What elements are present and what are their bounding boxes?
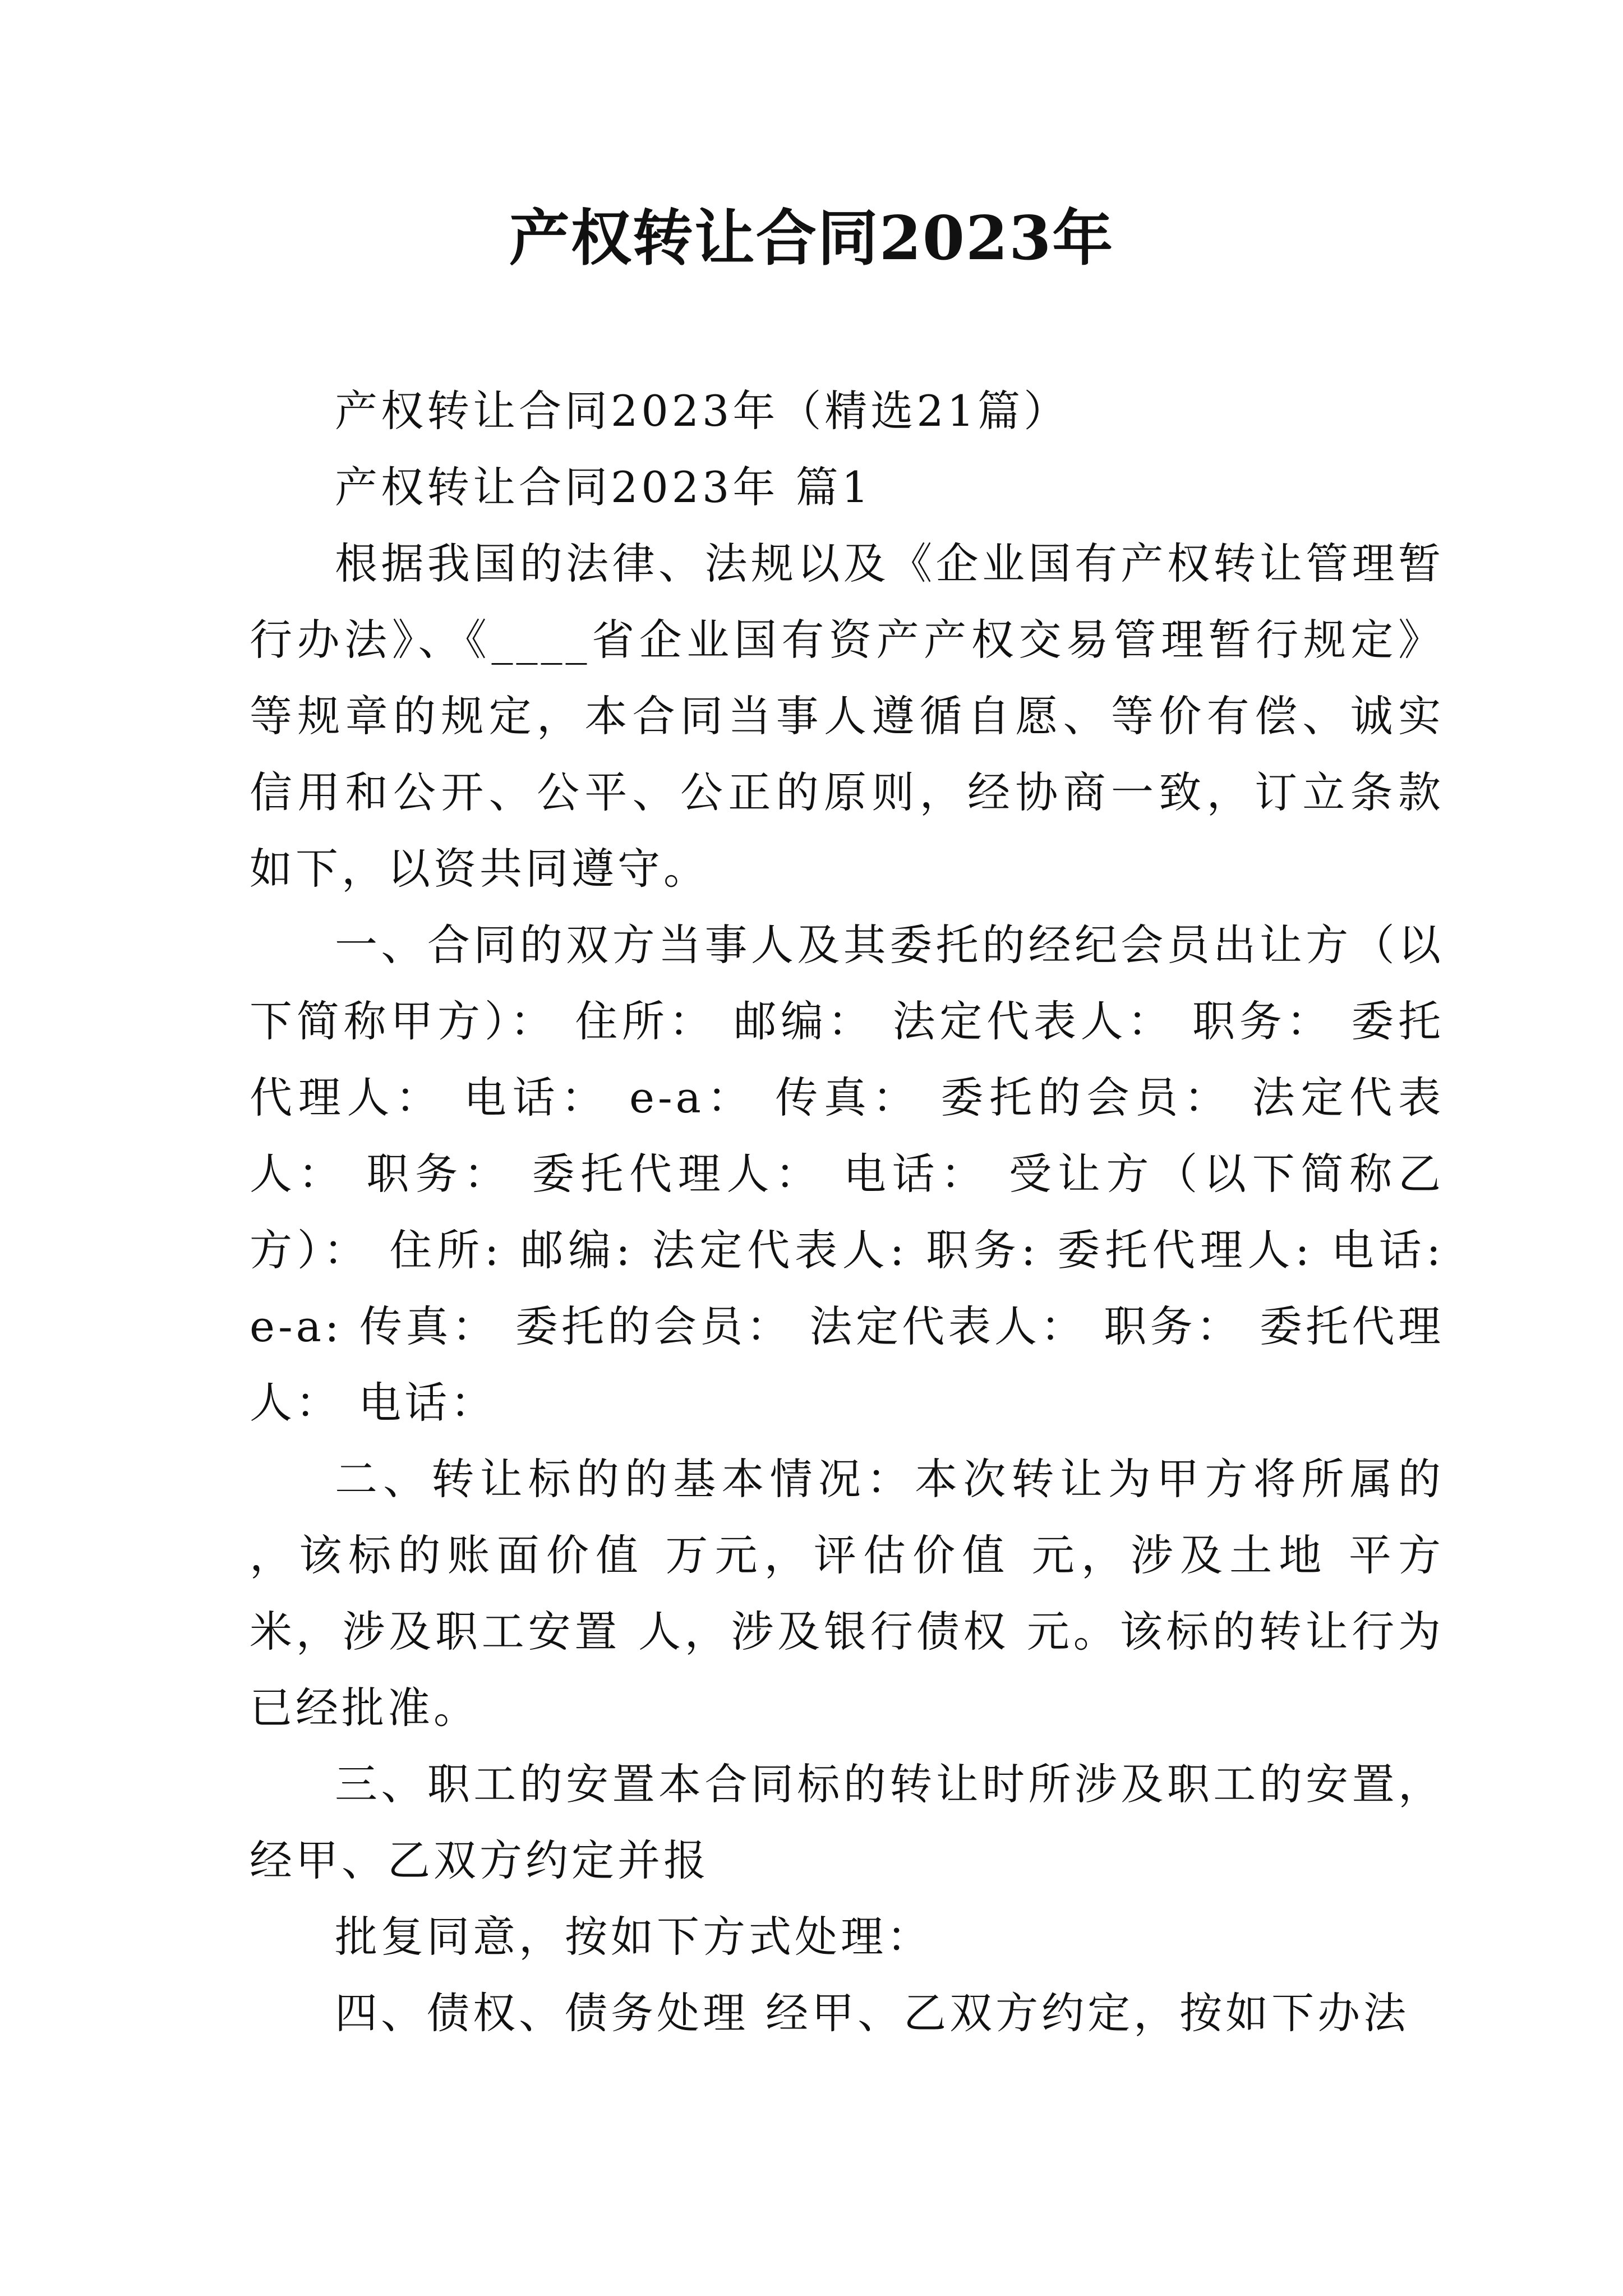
paragraph-clause-4: 四、债权、债务处理 经甲、乙双方约定，按如下办法 xyxy=(335,1988,1410,2038)
paragraph-clause-2: 二、转让标的的基本情况：本次转让为甲方将所属的 ，该标的账面价值 万元，评估价值 元，涉及土地 平方米，涉及职工安置 人，涉及银行债权 元。该标的转让行为已经批准。 xyxy=(250,1454,1444,1733)
paragraph-section-heading: 产权转让合同2023年 篇1 xyxy=(335,462,872,512)
document-title: 产权转让合同2023年 xyxy=(509,203,1114,274)
document-body xyxy=(250,373,1444,2051)
paragraph-clause-1: 一、合同的双方当事人及其委托的经纪会员出让方（以下简称甲方）： 住所： 邮编： 法定代表人： 职务： 委托代理人： 电话： e-a： 传真： 委托的会员： 法定代表人： 职务： 委托代理人： 电话： 受让方（以下简称乙方）： 住所: 邮编: 法定代表人: 职务: 委托代理人: 电话: e-a: 传真： 委托的会员： 法定代表人： 职务： 委托代理人： 电话： xyxy=(250,920,1444,1428)
paragraph-subtitle: 产权转让合同2023年（精选21篇） xyxy=(335,386,1070,436)
paragraph-clause-3-cont: 批复同意，按如下方式处理： xyxy=(335,1912,933,1962)
paragraph-preamble: 根据我国的法律、法规以及《企业国有产权转让管理暂行办法》、《____省企业国有资产产权交易管理暂行规定》等规章的规定，本合同当事人遵循自愿、等价有偿、诚实信用和公开、公平、公正的原则，经协商一致，订立条款如下，以资共同遵守。 xyxy=(250,539,1444,894)
paragraph-clause-3: 三、职工的安置本合同标的转让时所涉及职工的安置，经甲、乙双方约定并报 xyxy=(250,1759,1444,1885)
